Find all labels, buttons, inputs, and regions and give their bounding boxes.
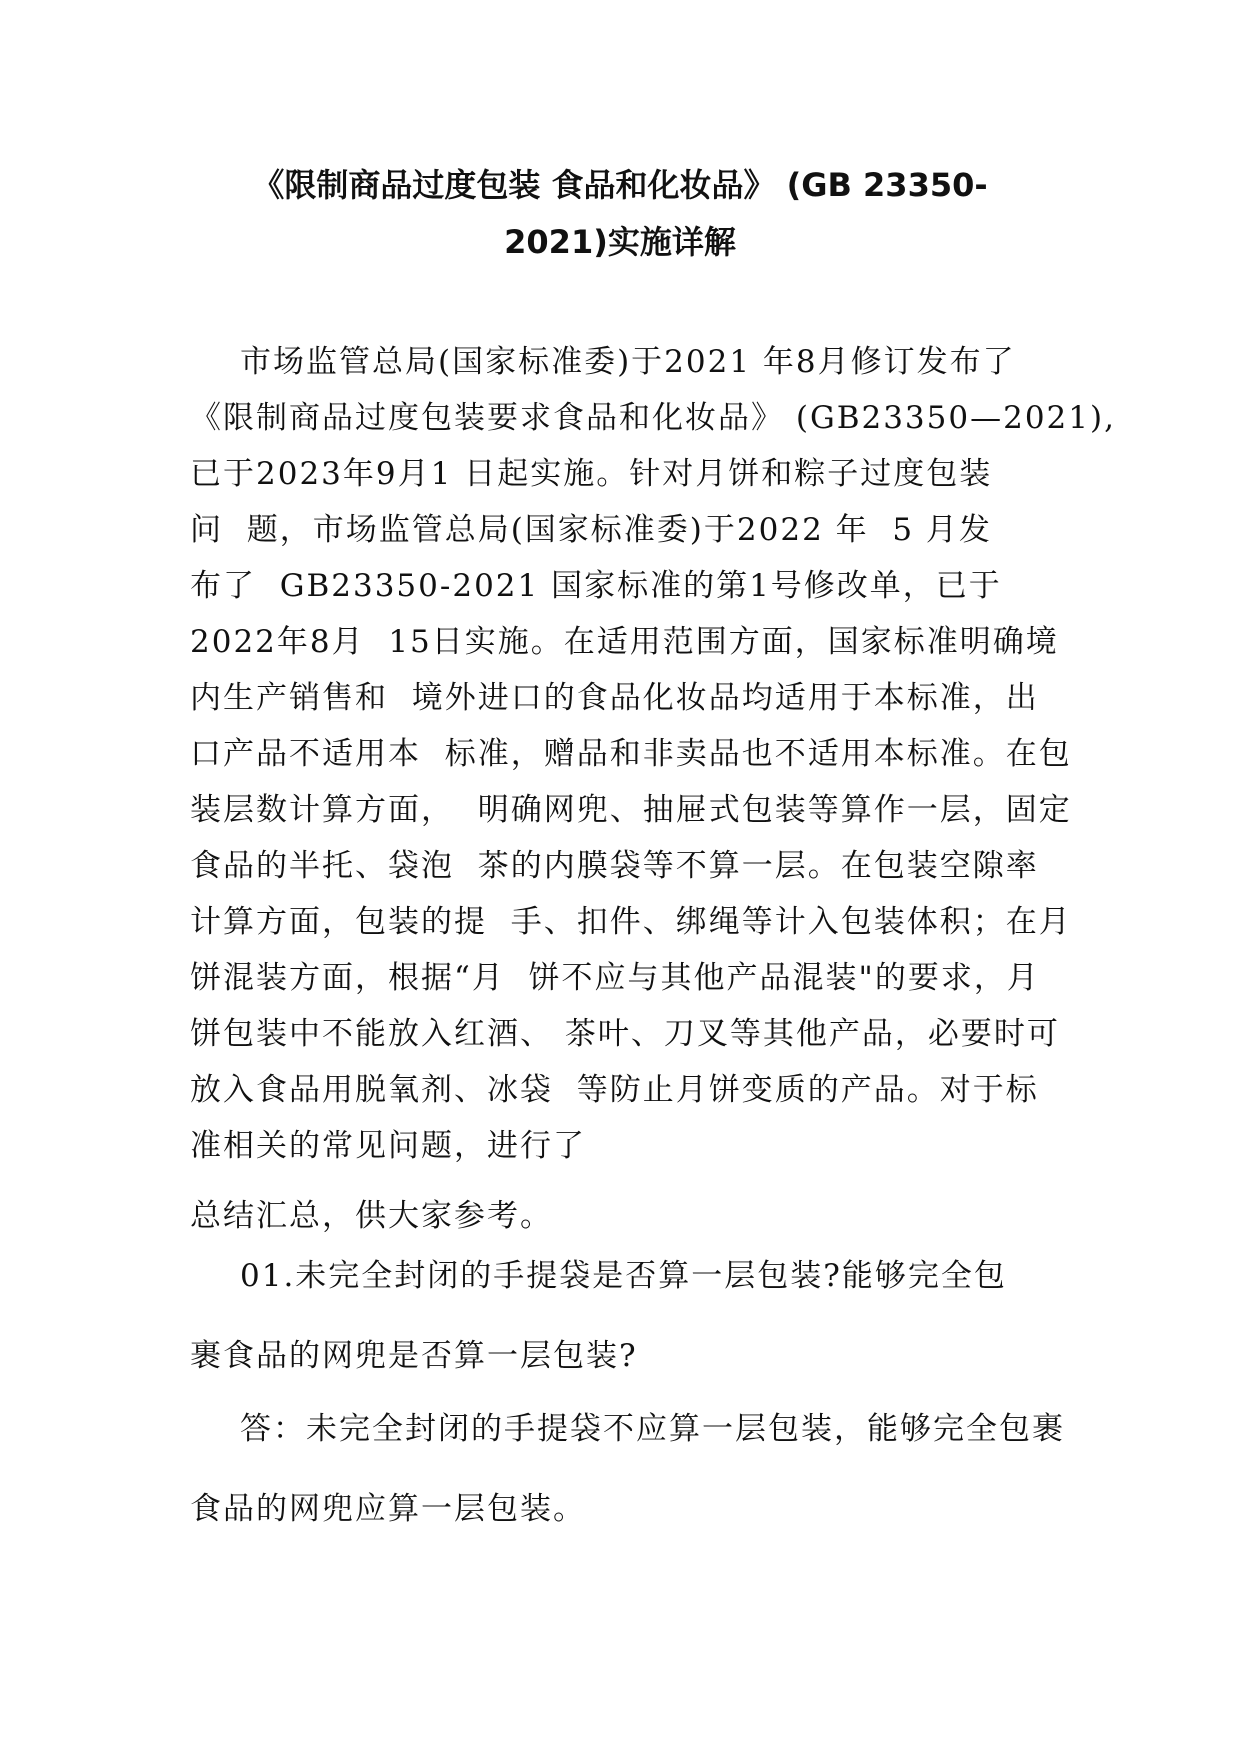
paragraph-line: 装层数计算方面， 明确网兜、抽屉式包装等算作一层，固定 — [190, 792, 1072, 828]
paragraph-line: 《限制商品过度包装要求食品和化妆品》 (GB23350—2021), — [190, 400, 1116, 436]
question-line: 裹食品的网兜是否算一层包装? — [190, 1338, 638, 1374]
paragraph-line: 已于2023年9月1 日起实施。针对月饼和粽子过度包装 — [190, 456, 993, 492]
question-line: 01.未完全封闭的手提袋是否算一层包装?能够完全包 — [240, 1258, 1007, 1294]
paragraph-line: 2022年8月 15日实施。在适用范围方面，国家标准明确境 — [190, 624, 1059, 660]
paragraph-line: 饼包装中不能放入红酒、 茶叶、刀叉等其他产品，必要时可 — [190, 1016, 1060, 1052]
paragraph-line: 饼混装方面，根据“月 饼不应与其他产品混装"的要求，月 — [190, 960, 1040, 996]
paragraph-line: 口产品不适用本 标准，赠品和非卖品也不适用本标准。在包 — [190, 736, 1072, 772]
paragraph-line: 放入食品用脱氧剂、冰袋 等防止月饼变质的产品。对于标 — [190, 1072, 1039, 1108]
paragraph-line: 布了 GB23350-2021 国家标准的第1号修改单，已于 — [190, 568, 1002, 604]
paragraph-line: 准相关的常见问题，进行了 — [190, 1128, 586, 1164]
paragraph-line: 计算方面，包装的提 手、扣件、绑绳等计入包装体积；在月 — [190, 904, 1072, 940]
document-title-line-1: 《限制商品过度包装 食品和化妆品》 (GB 23350- — [252, 166, 988, 204]
paragraph-line: 问 题，市场监管总局(国家标准委)于2022 年 5 月发 — [190, 512, 992, 548]
paragraph-line: 内生产销售和 境外进口的食品化妆品均适用于本标准，出 — [190, 680, 1039, 716]
answer-line: 答：未完全封闭的手提袋不应算一层包装，能够完全包裹 — [240, 1411, 1065, 1447]
paragraph-line: 市场监管总局(国家标准委)于2021 年8月修订发布了 — [240, 344, 1016, 380]
document-title-line-2: 2021)实施详解 — [504, 223, 736, 261]
paragraph-line: 食品的半托、袋泡 茶的内膜袋等不算一层。在包装空隙率 — [190, 848, 1039, 884]
paragraph-line: 总结汇总，供大家参考。 — [190, 1198, 553, 1234]
answer-line: 食品的网兜应算一层包装。 — [190, 1491, 586, 1527]
